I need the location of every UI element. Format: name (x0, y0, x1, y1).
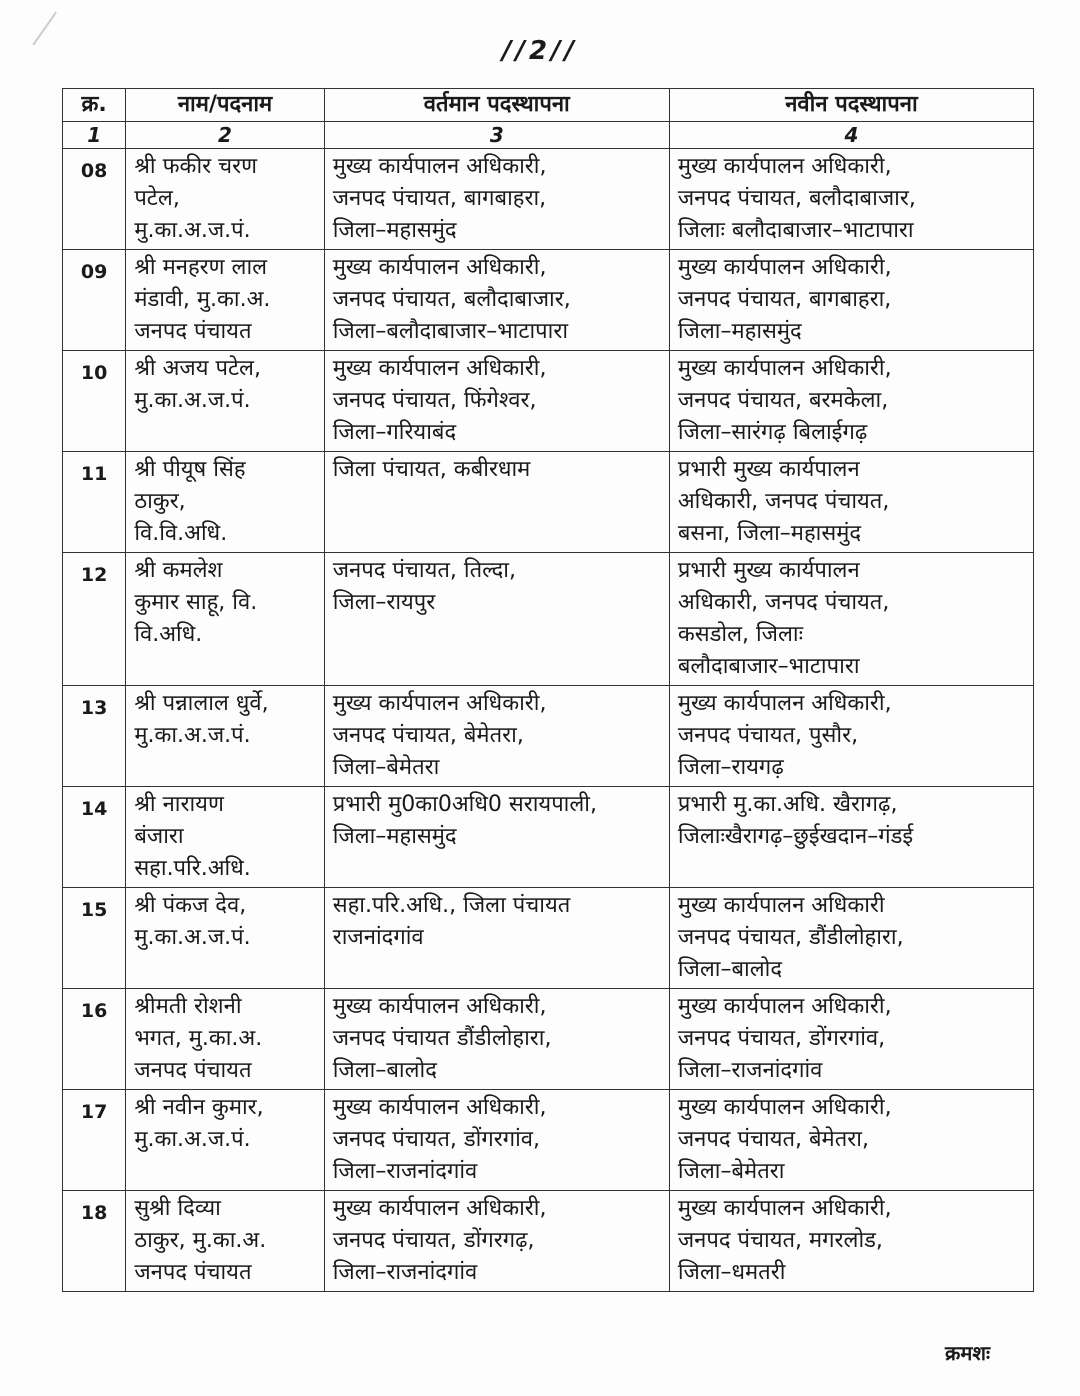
serial-number-cell: 11 (63, 452, 126, 553)
cell-line: जनपद पंचायत, बलौदाबाजार, (677, 186, 916, 211)
name-designation-cell (126, 452, 324, 553)
table-row (63, 149, 1034, 250)
current-posting-cell (324, 686, 669, 787)
serial-number-cell: 13 (63, 686, 126, 787)
cell-line: जिला–रायपुर (332, 590, 436, 615)
cell-line: जिला पंचायत, कबीरधाम (332, 457, 531, 482)
name-designation-cell (126, 351, 324, 452)
cell-line: जिला–बेमेतरा (677, 1159, 785, 1184)
current-posting-cell (324, 149, 669, 250)
column-number: 4 (669, 122, 1033, 149)
cell-line: जिला–बालोद (332, 1058, 437, 1083)
cell-line: श्री मनहरण लाल (134, 255, 268, 280)
cell-line: मु.का.अ.ज.पं. (134, 925, 251, 950)
serial-number-cell: 18 (63, 1191, 126, 1292)
cell-line: जिला–राजनांदगांव (677, 1058, 823, 1083)
cell-line: श्री पीयूष सिंह (134, 457, 246, 482)
cell-line: सहा.परि.अधि., जिला पंचायत (332, 893, 571, 918)
table-row (63, 686, 1034, 787)
serial-number-cell: 16 (63, 989, 126, 1090)
current-posting-cell (324, 1090, 669, 1191)
cell-line: जनपद पंचायत, बागबाहरा, (677, 287, 892, 312)
name-designation-cell (126, 250, 324, 351)
cell-line: जिला–महासमुंद (332, 824, 457, 849)
page-number: //2// (501, 36, 579, 66)
name-designation-cell (126, 149, 324, 250)
column-number-row (63, 122, 1034, 149)
cell-line: जनपद पंचायत, बेमेतरा, (332, 723, 524, 748)
cell-line: मंडावी, मु.का.अ. (134, 287, 271, 312)
serial-number-cell: 17 (63, 1090, 126, 1191)
cell-line: राजनांदगांव (332, 925, 424, 950)
cell-line: कुमार साहू, वि. (134, 590, 258, 615)
cell-line: श्री नवीन कुमार, (134, 1095, 264, 1120)
new-posting-cell (669, 553, 1033, 686)
cell-line: जनपद पंचायत, बरमकेला, (677, 388, 889, 413)
current-posting-cell (324, 787, 669, 888)
column-number: 2 (126, 122, 324, 149)
cell-line: जनपद पंचायत, डोंगरगांव, (332, 1127, 541, 1152)
table-row (63, 250, 1034, 351)
cell-line: मुख्य कार्यपालन अधिकारी, (332, 1095, 547, 1120)
cell-line: मुख्य कार्यपालन अधिकारी (677, 893, 885, 918)
cell-line: मुख्य कार्यपालन अधिकारी, (332, 356, 547, 381)
cell-line: बलौदाबाजार–भाटापारा (677, 654, 860, 679)
cell-line: जनपद पंचायत, तिल्दा, (332, 558, 516, 583)
new-posting-cell (669, 452, 1033, 553)
cell-line: भगत, मु.का.अ. (134, 1026, 263, 1051)
cell-line: जिला–राजनांदगांव (332, 1159, 478, 1184)
cell-line: श्री पंकज देव, (134, 893, 247, 918)
cell-line: सुश्री दिव्या (134, 1196, 221, 1221)
header-serial: क्र. (63, 89, 126, 122)
cell-line: जनपद पंचायत डौंडीलोहारा, (332, 1026, 552, 1051)
cell-line: मुख्य कार्यपालन अधिकारी, (677, 154, 892, 179)
cell-line: मुख्य कार्यपालन अधिकारी, (332, 154, 547, 179)
cell-line: जिलाःखैरागढ़–छुईखदान–गंडई (677, 824, 914, 849)
name-designation-cell (126, 888, 324, 989)
cell-line: श्री फकीर चरण (134, 154, 258, 179)
cell-line: मु.का.अ.ज.पं. (134, 388, 251, 413)
table-row (63, 888, 1034, 989)
cell-line: श्री पन्नालाल धुर्वे, (134, 691, 269, 716)
name-designation-cell (126, 686, 324, 787)
cell-line: अधिकारी, जनपद पंचायत, (677, 489, 890, 514)
cell-line: जिला–गरियाबंद (332, 420, 457, 445)
cell-line: ठाकुर, (134, 489, 186, 514)
current-posting-cell (324, 1191, 669, 1292)
cell-line: जिला–बेमेतरा (332, 755, 440, 780)
serial-number-cell: 12 (63, 553, 126, 686)
cell-line: मुख्य कार्यपालन अधिकारी, (677, 356, 892, 381)
continued-label: क्रमशः (945, 1341, 990, 1365)
cell-line: जनपद पंचायत, डोंगरगढ़, (332, 1228, 535, 1253)
current-posting-cell (324, 351, 669, 452)
cell-line: प्रभारी मु.का.अधि. खैरागढ़, (677, 792, 898, 817)
cell-line: मु.का.अ.ज.पं. (134, 218, 251, 243)
cell-line: बंजारा (134, 824, 184, 849)
header-current-posting: वर्तमान पदस्थापना (324, 89, 669, 122)
cell-line: ठाकुर, मु.का.अ. (134, 1228, 267, 1253)
cell-line: बसना, जिला–महासमुंद (677, 521, 862, 546)
cell-line: जिला–बलौदाबाजार–भाटापारा (332, 319, 569, 344)
name-designation-cell (126, 1090, 324, 1191)
cell-line: जनपद पंचायत (134, 1058, 252, 1083)
cell-line: मुख्य कार्यपालन अधिकारी, (332, 994, 547, 1019)
header-new-posting: नवीन पदस्थापना (669, 89, 1033, 122)
cell-line: श्री नारायण (134, 792, 224, 817)
serial-number-cell: 14 (63, 787, 126, 888)
name-designation-cell (126, 989, 324, 1090)
cell-line: श्री अजय पटेल, (134, 356, 261, 381)
cell-line: मुख्य कार्यपालन अधिकारी, (677, 691, 892, 716)
cell-line: वि.अधि. (134, 622, 203, 647)
cell-line: जिला–सारंगढ़ बिलाईगढ़ (677, 420, 868, 445)
cell-line: प्रभारी मुख्य कार्यपालन (677, 558, 860, 583)
cell-line: मु.का.अ.ज.पं. (134, 723, 251, 748)
cell-line: वि.वि.अधि. (134, 521, 228, 546)
new-posting-cell (669, 351, 1033, 452)
cell-line: मुख्य कार्यपालन अधिकारी, (677, 255, 892, 280)
name-designation-cell (126, 787, 324, 888)
cell-line: जिला–महासमुंद (332, 218, 457, 243)
cell-line: जिलाः बलौदाबाजार–भाटापारा (677, 218, 914, 243)
cell-line: जिला–महासमुंद (677, 319, 802, 344)
cell-line: जनपद पंचायत (134, 319, 252, 344)
name-designation-cell (126, 553, 324, 686)
cell-line: मुख्य कार्यपालन अधिकारी, (332, 1196, 547, 1221)
cell-line: जिला–धमतरी (677, 1260, 786, 1285)
serial-number-cell: 15 (63, 888, 126, 989)
cell-line: श्रीमती रोशनी (134, 994, 242, 1019)
table-row (63, 351, 1034, 452)
cell-line: जिला–बालोद (677, 957, 783, 982)
cell-line: जनपद पंचायत (134, 1260, 252, 1285)
serial-number-cell: 09 (63, 250, 126, 351)
table-row (63, 553, 1034, 686)
new-posting-cell (669, 989, 1033, 1090)
cell-line: जनपद पंचायत, बलौदाबाजार, (332, 287, 571, 312)
new-posting-cell (669, 888, 1033, 989)
cell-line: जनपद पंचायत, मगरलोड, (677, 1228, 883, 1253)
serial-number-cell: 08 (63, 149, 126, 250)
serial-number-cell: 10 (63, 351, 126, 452)
header-name: नाम/पदनाम (126, 89, 324, 122)
name-designation-cell (126, 1191, 324, 1292)
cell-line: मुख्य कार्यपालन अधिकारी, (332, 255, 547, 280)
cell-line: जिला–राजनांदगांव (332, 1260, 478, 1285)
cell-line: सहा.परि.अधि. (134, 856, 251, 881)
cell-line: जिला–रायगढ़ (677, 755, 784, 780)
column-number: 3 (324, 122, 669, 149)
cell-line: श्री कमलेश (134, 558, 223, 583)
table-row (63, 1090, 1034, 1191)
cell-line: प्रभारी मु0का0अधि0 सरायपाली, (332, 792, 597, 817)
cell-line: जनपद पंचायत, डौंडीलोहारा, (677, 925, 904, 950)
table-row (63, 452, 1034, 553)
cell-line: मु.का.अ.ज.पं. (134, 1127, 251, 1152)
cell-line: मुख्य कार्यपालन अधिकारी, (677, 1196, 892, 1221)
cell-line: प्रभारी मुख्य कार्यपालन (677, 457, 860, 482)
cell-line: मुख्य कार्यपालन अधिकारी, (332, 691, 547, 716)
current-posting-cell (324, 989, 669, 1090)
new-posting-cell (669, 1090, 1033, 1191)
column-number: 1 (63, 122, 126, 149)
new-posting-cell (669, 787, 1033, 888)
cell-line: जनपद पंचायत, फिंगेश्वर, (332, 388, 537, 413)
cell-line: जनपद पंचायत, डोंगरगांव, (677, 1026, 886, 1051)
table-row (63, 989, 1034, 1090)
cell-line: पटेल, (134, 186, 180, 211)
table-row (63, 787, 1034, 888)
new-posting-cell (669, 686, 1033, 787)
current-posting-cell (324, 452, 669, 553)
current-posting-cell (324, 888, 669, 989)
cell-line: जनपद पंचायत, बेमेतरा, (677, 1127, 869, 1152)
cell-line: मुख्य कार्यपालन अधिकारी, (677, 994, 892, 1019)
cell-line: अधिकारी, जनपद पंचायत, (677, 590, 890, 615)
new-posting-cell (669, 149, 1033, 250)
table-body (63, 149, 1034, 1292)
table-header-row (63, 89, 1034, 122)
current-posting-cell (324, 250, 669, 351)
cell-line: जनपद पंचायत, पुसौर, (677, 723, 859, 748)
cell-line: जनपद पंचायत, बागबाहरा, (332, 186, 547, 211)
table-row (63, 1191, 1034, 1292)
cell-line: मुख्य कार्यपालन अधिकारी, (677, 1095, 892, 1120)
current-posting-cell (324, 553, 669, 686)
new-posting-cell (669, 250, 1033, 351)
transfer-order-table (62, 88, 1034, 1292)
new-posting-cell (669, 1191, 1033, 1292)
cell-line: कसडोल, जिलाः (677, 622, 804, 647)
